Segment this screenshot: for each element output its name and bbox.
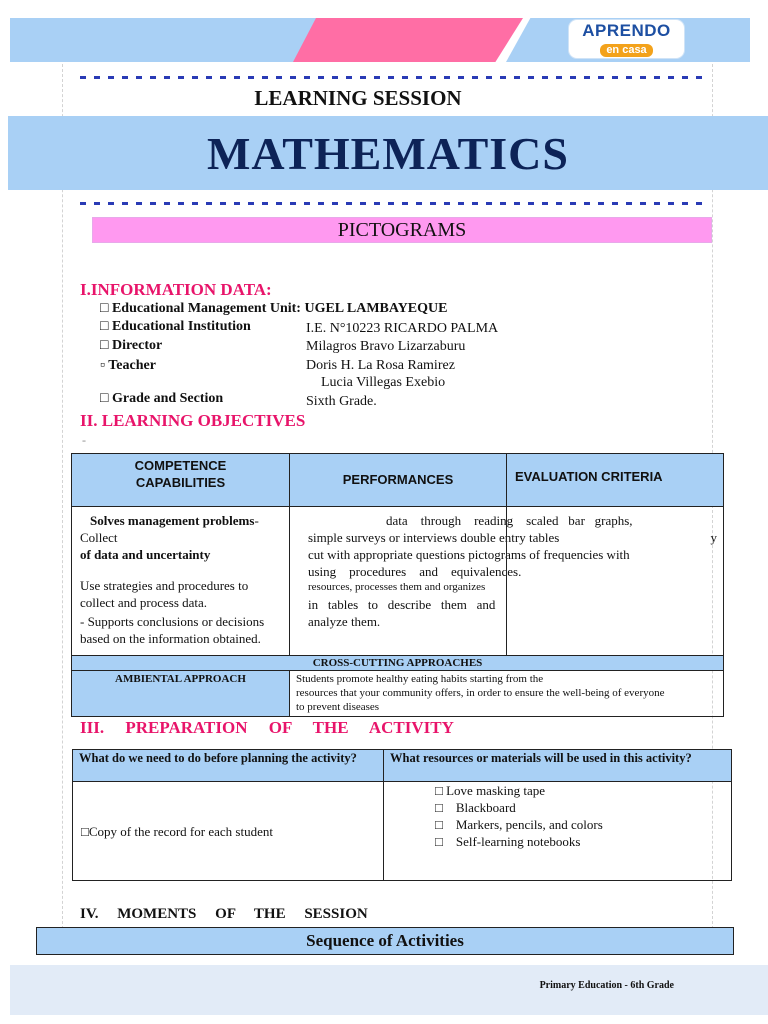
approach-text-3: to prevent diseases [296, 701, 380, 713]
criteria-divider [506, 507, 507, 655]
competence-bold-2: of data and uncertainty [80, 547, 211, 562]
dashed-rule-bottom [80, 202, 710, 205]
preparation-heading: III. PREPARATION OF THE ACTIVITY [80, 718, 454, 737]
topic-title: PICTOGRAMS [337, 219, 467, 241]
competence-cell [72, 507, 290, 656]
performance-line-7: analyze them. [308, 614, 381, 629]
info-row-institution [100, 319, 251, 335]
info-row-teacher [100, 358, 156, 374]
info-label: Teacher [108, 358, 156, 373]
checkbox-icon: □ [100, 301, 109, 316]
performance-line-2: simple surveys or interviews double entry tables [308, 530, 560, 545]
competence-tail: - Collect [80, 513, 259, 545]
competence-bold-1: Solves management problems [90, 513, 255, 528]
aprendo-en-casa-logo [569, 20, 684, 58]
teacher-value-1: Doris H. La Rosa Ramirez [306, 358, 455, 373]
performances-cell [290, 507, 724, 656]
capability-2: - Supports conclusions or decisions based on the information obtained. [80, 614, 265, 646]
performance-line-5: resources, processes them and organizes [308, 581, 486, 593]
header-band-left [10, 18, 320, 62]
session-title-box [8, 80, 708, 116]
footer-text: Primary Education - 6th Grade [539, 980, 674, 991]
subject-band [8, 116, 768, 190]
session-title: LEARNING SESSION [254, 86, 462, 110]
bullet-icon: ▫ [100, 358, 105, 373]
logo-line1: APRENDO [582, 21, 671, 40]
performance-line-3: cut with appropriate questions pictograms of frequencies with [308, 547, 630, 562]
performance-line-6: in tables to describe them and [308, 597, 496, 612]
info-label: Educational Management Unit: UGEL LAMBAYEQUE [111, 301, 448, 316]
prep-header-before: What do we need to do before planning the activity? [73, 750, 384, 782]
sequence-band [36, 927, 734, 955]
info-row-director [100, 338, 162, 354]
performance-line-4: using procedures and equivalences. [308, 564, 522, 579]
resource-item: □ Markers, pencils, and colors [435, 817, 603, 832]
resource-item: □ Blackboard [435, 800, 516, 815]
col-header-competence: COMPETENCE CAPABILITIES [72, 454, 290, 507]
director-value: Milagros Bravo Lizarzaburu [306, 339, 466, 354]
info-heading: I.INFORMATION DATA: [80, 280, 272, 299]
resource-item: □ Love masking tape [435, 783, 546, 798]
prep-before-cell [73, 782, 384, 881]
col-header-performances: PERFORMANCES [290, 454, 507, 507]
info-row-grade [100, 391, 223, 407]
info-label: Director [111, 338, 163, 353]
prep-before-item: □Copy of the record for each student [81, 823, 273, 839]
col-header-criteria: EVALUATION CRITERIA [507, 454, 724, 507]
left-margin-line [62, 64, 64, 934]
info-label: Grade and Section [111, 391, 224, 406]
grade-value: Sixth Grade. [306, 394, 377, 409]
objectives-dash: - [82, 433, 86, 447]
approach-text-2: resources that your community offers, in order to ensure the well-being of everyone [296, 687, 665, 699]
checkbox-icon: □ [100, 391, 109, 406]
checkbox-icon: □ [100, 338, 109, 353]
objectives-table [71, 453, 724, 717]
performance-line-1: data through reading scaled bar graphs, [386, 513, 633, 528]
sequence-title: Sequence of Activities [306, 931, 464, 950]
header-band-pink [293, 18, 523, 62]
subject-title: MATHEMATICS [207, 128, 569, 179]
objectives-heading: II. LEARNING OBJECTIVES [80, 411, 306, 430]
dashed-rule-top [80, 76, 710, 79]
logo-line2: en casa [600, 44, 652, 57]
info-label: Educational Institution [111, 319, 251, 334]
capability-1: Use strategies and procedures to collect and process data. [80, 578, 249, 610]
moments-heading: IV. MOMENTS OF THE SESSION [80, 906, 368, 922]
topic-band [92, 217, 712, 243]
approach-text-1: Students promote healthy eating habits starting from the [296, 673, 544, 685]
cross-cutting-header: CROSS-CUTTING APPROACHES [72, 656, 724, 671]
performance-y: y [710, 530, 717, 545]
prep-header-resources: What resources or materials will be used in this activity? [384, 750, 732, 782]
preparation-table [72, 749, 732, 881]
resource-item: □ Self-learning notebooks [435, 834, 581, 849]
info-row-unit [100, 301, 447, 317]
institution-value: I.E. N°10223 RICARDO PALMA [306, 321, 499, 336]
teacher-value-2: Lucia Villegas Exebio [321, 375, 446, 390]
prep-resources-cell [384, 782, 732, 881]
approach-label-cell: AMBIENTAL APPROACH [72, 671, 290, 717]
checkbox-icon: □ [100, 319, 109, 334]
approach-text-cell [290, 671, 724, 717]
